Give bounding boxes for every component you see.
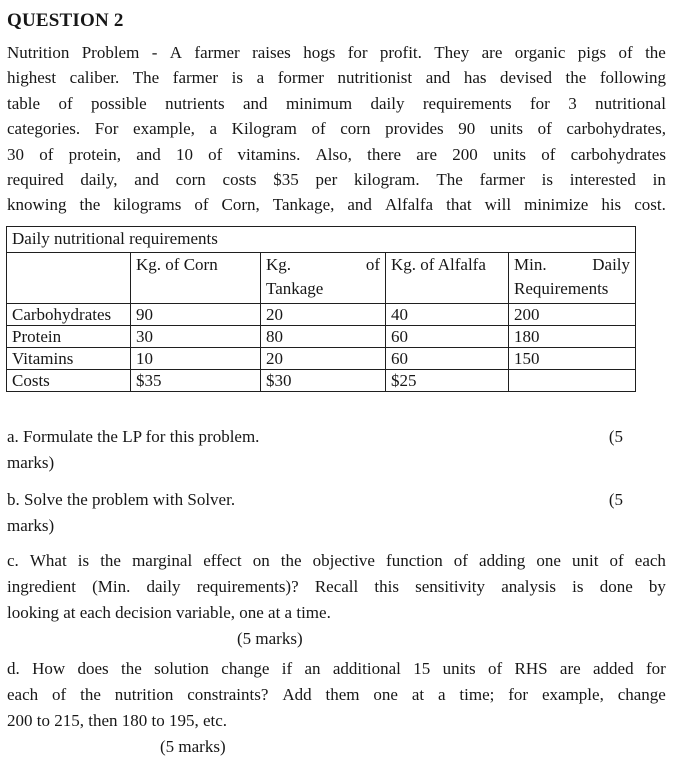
table-cell: Protein [7, 325, 131, 347]
table-cell [509, 369, 636, 391]
table-cell: Costs [7, 369, 131, 391]
question-c-text [7, 548, 666, 626]
question-c [7, 548, 666, 652]
question-a-marks-open: (5 [608, 426, 623, 446]
text-line: required daily, and corn costs $35 per kilogram. The farmer is interested in [7, 169, 666, 189]
table-row [7, 347, 636, 369]
question-b-marks-close: marks) [7, 515, 55, 535]
question-b-line [7, 487, 666, 513]
question-d-marks: (5 marks) [160, 736, 226, 756]
text-line: c. What is the marginal effect on the objective function of adding one unit of each [7, 550, 666, 570]
table-cell: 20 [261, 303, 386, 325]
header-word: Daily [592, 254, 631, 274]
header-word: of [365, 254, 380, 274]
question-a-marks-close: marks) [7, 452, 55, 472]
table-cell: $35 [131, 369, 261, 391]
question-a-text: a. Formulate the LP for this problem. [7, 426, 260, 446]
text-line: 200 to 215, then 180 to 195, etc. [7, 710, 228, 730]
text-line: each of the nutrition constraints? Add them one at a time; for example, change [7, 684, 666, 704]
table-caption-row [7, 226, 636, 252]
question-a [7, 424, 666, 476]
header-line [266, 253, 380, 277]
header-line: Tankage [266, 278, 324, 298]
header-line: Requirements [514, 278, 609, 298]
text-line: knowing the kilograms of Corn, Tankage, and Alfalfa that will minimize his cost. [7, 195, 666, 215]
text-line: looking at each decision variable, one at a time. [7, 602, 331, 622]
question-title: QUESTION 2 [7, 10, 124, 31]
table-cell: 40 [386, 303, 509, 325]
intro-paragraph [7, 40, 666, 218]
table-cell: Carbohydrates [7, 303, 131, 325]
column-header-blank [7, 252, 131, 303]
column-header-min-daily [509, 252, 636, 303]
question-d [7, 656, 666, 760]
table-cell: 60 [386, 325, 509, 347]
header-word: Kg. [266, 254, 292, 274]
question-d-text [7, 656, 666, 734]
text-line: ingredient (Min. daily requirements)? Recall this sensitivity analysis is done by [7, 576, 666, 596]
table-cell: $25 [386, 369, 509, 391]
column-header-tankage [261, 252, 386, 303]
text-line: Nutrition Problem - A farmer raises hogs for profit. They are organic pigs of the [7, 43, 666, 62]
table-cell: 80 [261, 325, 386, 347]
text-line: table of possible nutrients and minimum daily requirements for 3 nutritional [7, 93, 666, 113]
text-line: 30 of protein, and 10 of vitamins. Also, there are 200 units of carbohydrates [7, 144, 666, 164]
table-cell: 20 [261, 347, 386, 369]
table-cell: 60 [386, 347, 509, 369]
text-line: categories. For example, a Kilogram of corn provides 90 units of carbohydrates, [7, 119, 666, 139]
header-word: Min. [514, 254, 547, 274]
column-header-corn: Kg. of Corn [131, 252, 261, 303]
table-cell: 180 [509, 325, 636, 347]
table-cell: 10 [131, 347, 261, 369]
text-line: d. How does the solution change if an additional 15 units of RHS are added for [7, 658, 666, 678]
nutrition-table [6, 226, 636, 392]
table-row [7, 325, 636, 347]
table-header-row [7, 252, 636, 303]
header-line [514, 253, 630, 277]
question-b-marks-open: (5 [608, 489, 623, 509]
question-c-marks: (5 marks) [237, 628, 303, 648]
table-row [7, 303, 636, 325]
question-b-text: b. Solve the problem with Solver. [7, 489, 236, 509]
table-cell: 150 [509, 347, 636, 369]
text-line: highest caliber. The farmer is a former nutritionist and has devised the following [7, 68, 666, 88]
question-a-line [7, 424, 666, 450]
column-header-alfalfa: Kg. of Alfalfa [386, 252, 509, 303]
table-caption: Daily nutritional requirements [7, 226, 636, 252]
table-cell: 200 [509, 303, 636, 325]
question-b [7, 487, 666, 539]
table-cell: 90 [131, 303, 261, 325]
table-cell: Vitamins [7, 347, 131, 369]
table-row [7, 369, 636, 391]
table-cell: 30 [131, 325, 261, 347]
table-cell: $30 [261, 369, 386, 391]
